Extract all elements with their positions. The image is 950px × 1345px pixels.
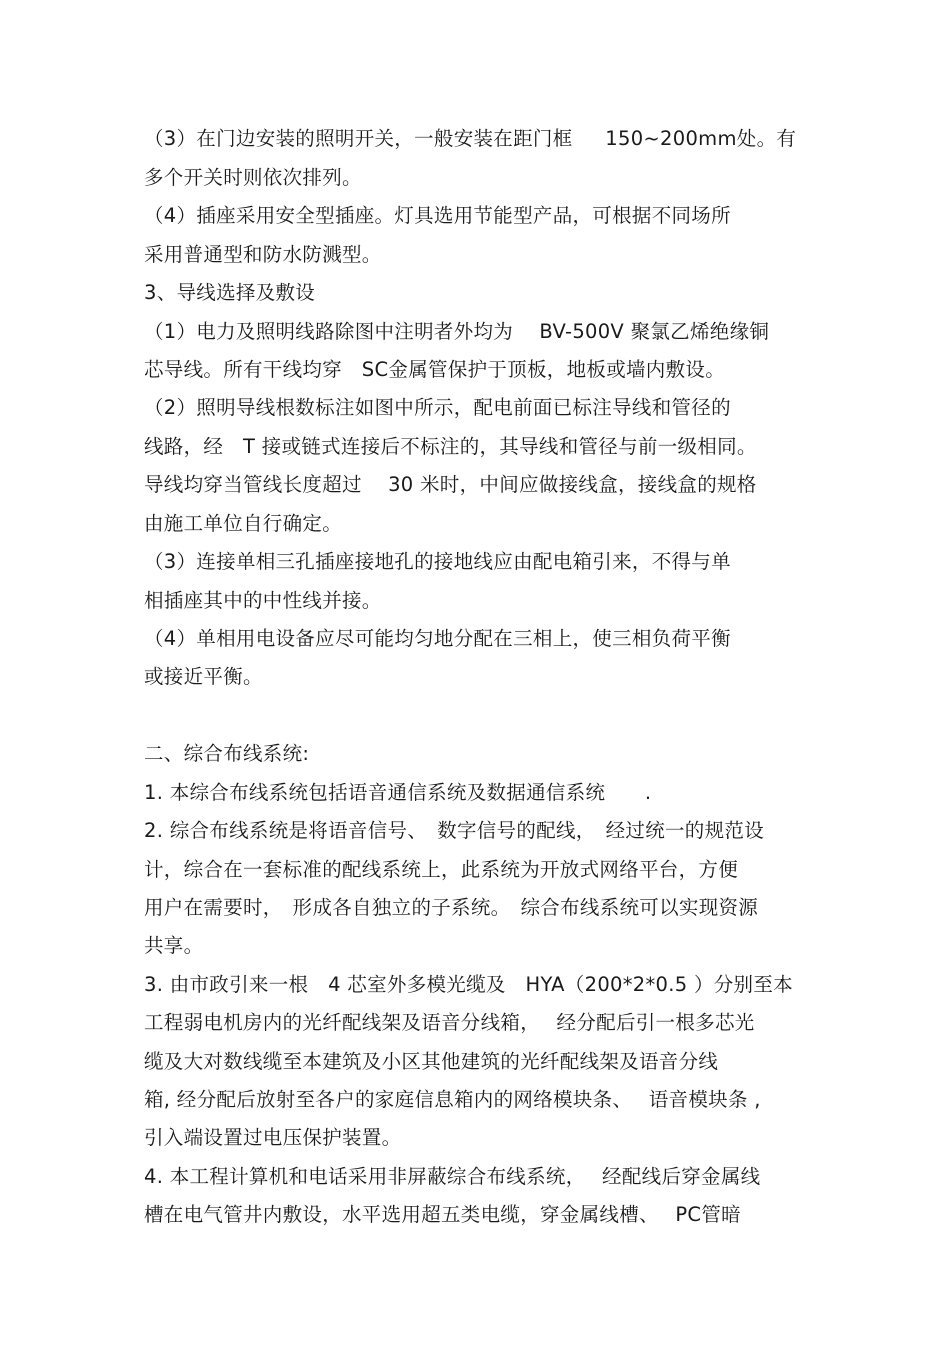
text-line: 相插座其中的中性线并接。 — [144, 589, 382, 612]
section-heading: 3、导线选择及敷设 — [144, 281, 316, 304]
text-line: 芯导线。所有干线均穿 SC金属管保护于顶板，地板或墙内敷设。 — [144, 358, 725, 381]
text-line: 缆及大对数线缆至本建筑及小区其他建筑的光纤配线架及语音分线 — [144, 1050, 719, 1073]
text-line: 3. 由市政引来一根 4 芯室外多模光缆及 HYA（200*2*0.5 ）分别至本 — [144, 973, 793, 996]
text-line: 由施工单位自行确定。 — [144, 512, 343, 535]
text-line: （2）照明导线根数标注如图中所示，配电前面已标注导线和管径的 — [144, 396, 731, 419]
text-line: （4）单相用电设备应尽可能均匀地分配在三相上，使三相负荷平衡 — [144, 627, 731, 650]
text-line: 导线均穿当管线长度超过 30 米时，中间应做接线盒，接线盒的规格 — [144, 473, 757, 496]
text-line: 箱, 经分配后放射至各户的家庭信息箱内的网络模块条、 语音模块条 , — [144, 1088, 761, 1111]
section-heading: 二、综合布线系统: — [144, 742, 310, 765]
text-line: （4）插座采用安全型插座。灯具选用节能型产品，可根据不同场所 — [144, 204, 731, 227]
text-line: 多个开关时则依次排列。 — [144, 166, 362, 189]
text-line: 槽在电气管井内敷设，水平选用超五类电缆，穿金属线槽、 PC管暗 — [144, 1203, 741, 1226]
text-line: （1）电力及照明线路除图中注明者外均为 BV-500V 聚氯乙烯绝缘铜 — [144, 320, 770, 343]
text-line: 采用普通型和防水防溅型。 — [144, 243, 382, 266]
text-line: （3）在门边安装的照明开关，一般安装在距门框 150~200mm处。有 — [144, 127, 797, 150]
text-line: 或接近平衡。 — [144, 665, 263, 688]
text-line: 4. 本工程计算机和电话采用非屏蔽综合布线系统， 经配线后穿金属线 — [144, 1165, 761, 1188]
text-line: 线路，经 T 接或链式连接后不标注的，其导线和管径与前一级相同。 — [144, 435, 757, 458]
text-line: 共享。 — [144, 934, 204, 957]
text-line: 2. 综合布线系统是将语音信号、 数字信号的配线， 经过统一的规范设 — [144, 819, 765, 842]
text-line: 用户在需要时， 形成各自独立的子系统。 综合布线系统可以实现资源 — [144, 896, 759, 919]
text-line: 工程弱电机房内的光纤配线架及语音分线箱， 经分配后引一根多芯光 — [144, 1011, 755, 1034]
text-line: （3）连接单相三孔插座接地孔的接地线应由配电箱引来，不得与单 — [144, 550, 731, 573]
text-line: 1. 本综合布线系统包括语音通信系统及数据通信系统 . — [144, 781, 652, 804]
text-line: 计，综合在一套标准的配线系统上，此系统为开放式网络平台，方便 — [144, 858, 739, 881]
text-line: 引入端设置过电压保护装置。 — [144, 1126, 402, 1149]
